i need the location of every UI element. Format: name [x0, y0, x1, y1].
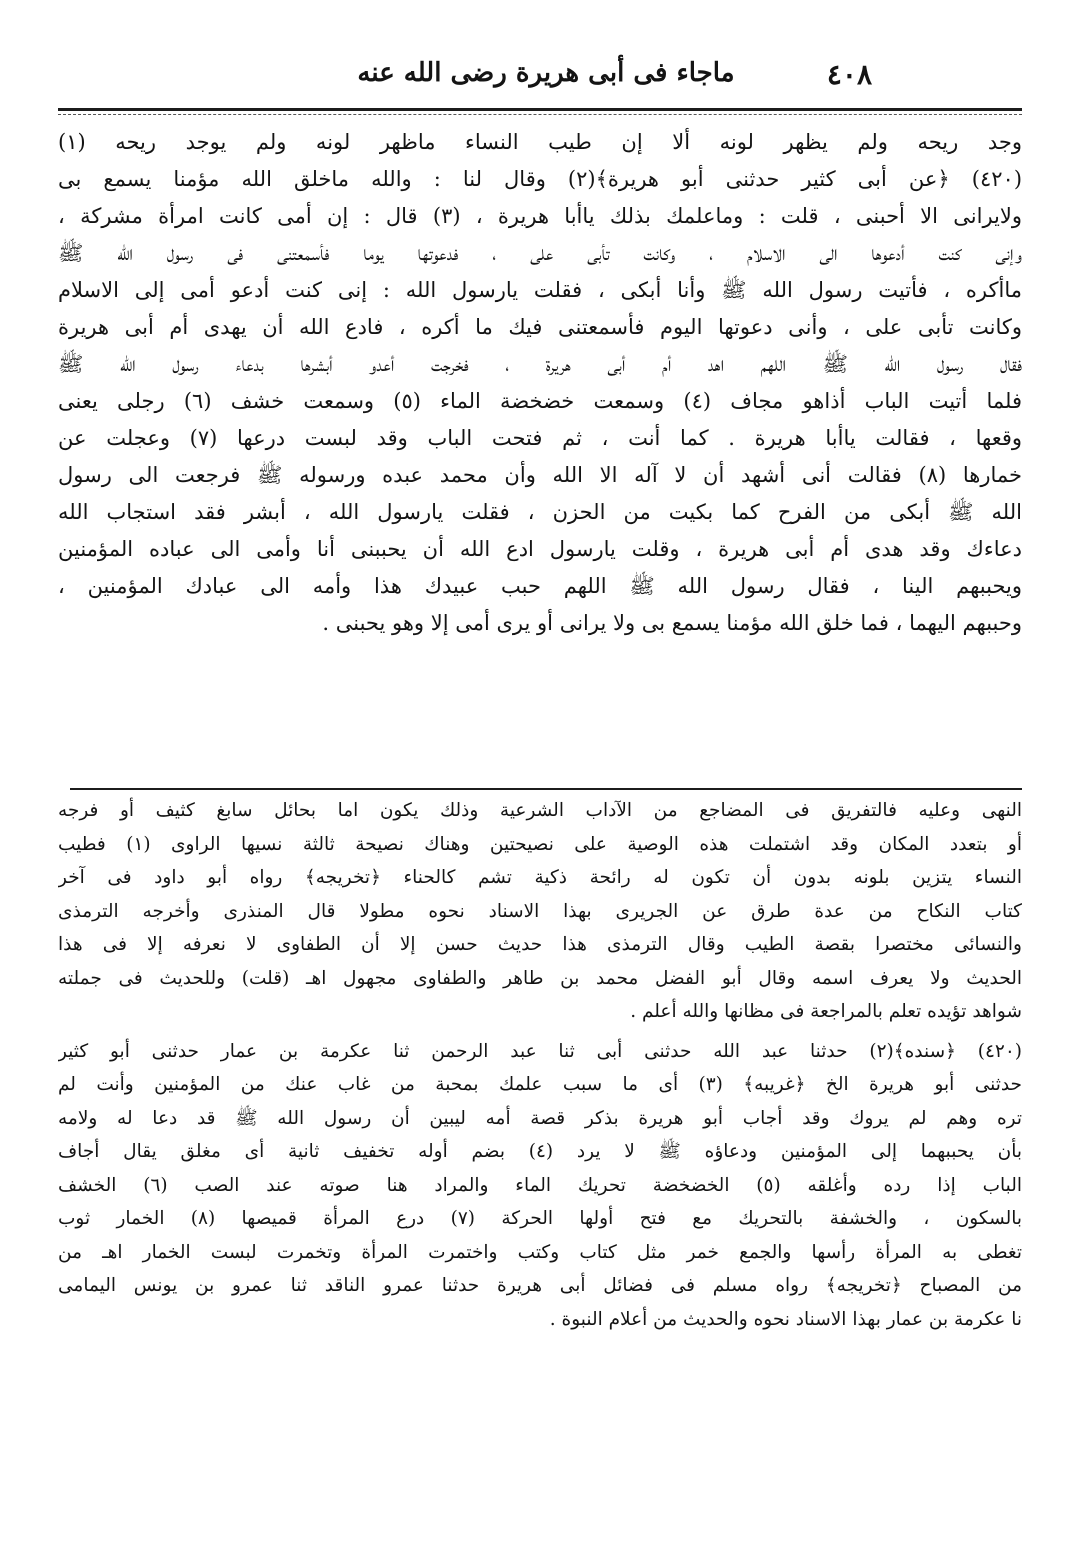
text-line: وإنى كنت أدعوها الى الاسلام ، وكانت تأبى على ، فدعوتها يوما فأسمعتنى فى رسول الله ﷺ	[58, 241, 1022, 265]
running-title: ماجاء فى أبى هريرة رضى الله عنه	[357, 58, 735, 88]
page-header	[70, 52, 1022, 102]
footnote-line: حدثنى أبو هريرة الخ ﴿غريبه﴾ (٣) أى ما سبب علمك بمحبة من غاب عنك من المؤمنين وأنت لم	[58, 1074, 1022, 1095]
text-line: ماأكره ، فأتيت رسول الله ﷺ وأنا أبكى ، فقلت يارسول الله : إنى كنت أدعو أمى إلى الاسلام	[58, 278, 1022, 302]
text-line: وجد ريحه ولم يظهر لونه ألا إن طيب النساء ماظهر لونه ولم يوجد ريحه (١)	[58, 130, 1022, 154]
footnote-line: أو بتعدد المكان وقد اشتملت هذه الوصية على نصيحتين وهناك نصيحة ثالثة نسيها الراوى (١) فطيب	[58, 833, 1022, 855]
footnote-line: الباب إذا رده وأغلقه (٥) الخضخضة تحريك الماء والمراد هنا صوته عند الصب (٦) الخشف	[58, 1174, 1022, 1196]
footnote-line: النهى وعليه فالتفريق فى المضاجع من الآداب الشرعية وذلك يكون اما بحائل سابغ كثيف أو فرجه	[58, 800, 1022, 821]
page-number: ٤٠٨	[826, 58, 872, 91]
footnote-line: النساء يتزين بلونه بدون أن تكون له رائحة ذكية تشم كالحناء ﴿تخريجه﴾ رواه أبو داود فى آخر	[58, 867, 1022, 888]
footnote-divider	[70, 788, 1022, 790]
header-divider	[58, 108, 1022, 115]
text-line: فقال رسول الله ﷺ اللهم اهد أم أبى هريرة ، فخرجت أعدو أبشرها بدعاء رسول الله ﷺ	[58, 352, 1022, 376]
footnote-line: تره وهم لم يروك وقد أجاب أبو هريرة بذكر قصة أمه ليبين أن رسول الله ﷺ قد دعا له ولامه	[58, 1107, 1022, 1129]
footnote-line: تغطى به المرأة رأسها والجمع خمر مثل كتاب وكتب واختمرت المرأة وتخمرت لبست الخمار اهـ من	[58, 1241, 1022, 1263]
text-line: ويحببهم الينا ، فقال رسول الله ﷺ اللهم حبب عبيدك هذا وأمه الى عبادك المؤمنين ،	[58, 574, 1022, 598]
footnote-line: والنسائى مختصرا بقصة الطيب وقال الترمذى هذا حديث حسن إلا أن الطفاوى لا نعرفه إلا فى هذا	[58, 934, 1022, 955]
text-line: خمارها (٨) فقالت أنى أشهد أن لا آله الا الله وأن محمد عبده ورسوله ﷺ فرجعت الى رسول	[58, 463, 1022, 487]
footnote-line: نا عكرمة بن عمار بهذا الاسناد نحوه والحديث من أعلام النبوة .	[549, 1308, 1022, 1330]
footnote-line: كتاب النكاح من عدة طرق عن الجريرى بهذا الاسناد نحوه مطولا قال المنذرى وأخرجه الترمذى	[58, 900, 1022, 922]
text-line: ولايرانى الا أحبنى ، قلت : وماعلمك بذلك ياأبا هريرة ، (٣) قال : إن أمى كانت امرأة مشركة ،	[58, 204, 1022, 228]
footnotes	[58, 794, 1022, 1336]
text-line: وكانت تأبى على ، وأنى دعوتها اليوم فأسمعتنى فيك ما أكره ، فادع الله أن يهدى أم أبى هريرة	[58, 315, 1022, 339]
text-line: (٤٢٠) ﴿عن أبى كثير حدثنى أبو هريرة﴾(٢) وقال لنا : والله ماخلق الله مؤمنا يسمع بى	[58, 167, 1022, 191]
text-line: الله ﷺ أبكى من الفرح كما بكيت من الحزن ، فقلت يارسول الله ، أبشر فقد استجاب الله	[58, 500, 1022, 524]
footnote-line: بأن يحببهما إلى المؤمنين ودعاؤه ﷺ لا يرد (٤) بضم أوله تخفيف ثانية أى مغلق يقال أجاف	[58, 1141, 1022, 1162]
footnote-line: بالسكون ، والخشفة بالتحريك مع فتح أولها الحركة (٧) درع المرأة قميصها (٨) الخمار ثوب	[58, 1208, 1022, 1229]
text-line: دعاءك وقد هدى أم أبى هريرة ، وقلت يارسول ادع الله أن يحببنى أنا وأمى الى عباده المؤمنين	[58, 537, 1022, 561]
footnote-line: من المصباح ﴿تخريجه﴾ رواه مسلم فى فضائل أبى هريرة حدثنا عمرو الناقد ثنا عمرو بن يونس اليمامى	[58, 1275, 1022, 1296]
footnote-line: شواهد تؤيده تعلم بالمراجعة فى مظانها والله أعلم .	[630, 1001, 1022, 1022]
main-text	[58, 124, 1022, 642]
footnote-line: الحديث ولا يعرف اسمه وقال أبو الفضل محمد بن طاهر والطفاوى مجهول اهـ (قلت) وللحديث فى جملته	[58, 967, 1022, 989]
text-line: فلما أتيت الباب أذاهو مجاف (٤) وسمعت خضخضة الماء (٥) وسمعت خشف (٦) رجلى يعنى	[58, 389, 1022, 413]
text-line: وقعها ، فقالت ياأبا هريرة . كما أنت ، ثم فتحت الباب وقد لبست درعها (٧) وعجلت عن	[58, 426, 1022, 450]
text-line: وحببهم اليهما ، فما خلق الله مؤمنا يسمع بى ولا يرانى أو يرى أمى إلا وهو يحبنى .	[322, 611, 1022, 635]
footnote-line: (٤٢٠) ﴿سنده﴾(٢) حدثنا عبد الله حدثنى أبى ثنا عبد الرحمن ثنا عكرمة بن عمار حدثنى أبو كثير	[58, 1040, 1022, 1062]
